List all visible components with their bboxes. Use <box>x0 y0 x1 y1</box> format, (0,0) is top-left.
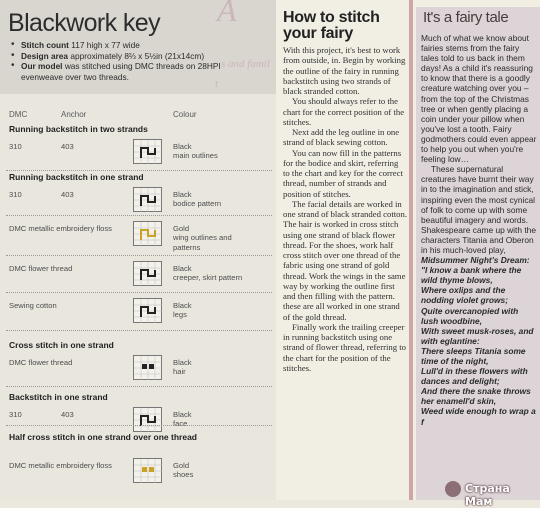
key-section-heading: Running backstitch in one strand <box>9 172 144 182</box>
sidebar-title: It's a fairy tale <box>423 9 509 26</box>
column-header-colour: Colour <box>173 110 197 119</box>
key-row <box>9 298 274 328</box>
article-paragraph: You can now fill in the patterns for the bodice and skirt, referring to the chart and key for the correct thread, number of strands and position of stitches. <box>283 147 403 199</box>
dmc-thread: 310 <box>9 190 22 199</box>
dmc-thread: DMC flower thread <box>9 264 73 273</box>
article-body <box>283 45 407 373</box>
key-row <box>9 221 274 251</box>
background-text: s and famil <box>221 58 270 70</box>
anchor-number: 403 <box>61 190 74 199</box>
dmc-thread: 310 <box>9 410 22 419</box>
row-divider <box>6 215 272 216</box>
sidebar-paragraph: Much of what we know about fairies stems from the fairy tales told to us back in them days! As a child it's reassuring to know that there is a goodly creature watching over you – from the top of the Christmas tree or when gently placing a coin under your pillow when you've lost a tooth. Fairy godmothers could even appear to help you out when you're feeling low… <box>421 33 537 165</box>
article-column <box>276 0 409 500</box>
colour-description: Gold wing outlines and patterns <box>173 224 232 252</box>
black-backstitch-swatch <box>133 298 162 323</box>
gold-half-cross-swatch <box>133 458 162 483</box>
black-backstitch-swatch <box>133 407 162 432</box>
key-row <box>9 139 274 169</box>
row-divider <box>6 292 272 293</box>
dmc-thread: DMC flower thread <box>9 358 73 367</box>
black-backstitch-swatch <box>133 261 162 286</box>
article-paragraph: Next add the leg outline in one strand of black sewing cotton. <box>283 127 400 148</box>
key-row <box>9 261 274 291</box>
watermark-text: Страна Мам <box>465 482 510 508</box>
background-letter: A <box>217 0 237 28</box>
sidebar-body <box>421 33 537 427</box>
row-divider <box>6 330 272 331</box>
anchor-number: 403 <box>61 142 74 151</box>
design-area: • Design area approximately 8⅔ x 5½in (21x14cm) <box>10 51 250 62</box>
sidebar-paragraph: These supernatural creatures have burnt their way in to the imagination and stick, inspiring even the most cynical of folk to come up with some beautiful imagery and words. Shakespeare came up with the characters Titania and Oberon in his much-loved play, <box>421 164 536 255</box>
fairy-tale-sidebar <box>409 0 540 500</box>
dmc-thread: DMC metallic embroidery floss <box>9 224 112 233</box>
shakespeare-quote: Midsummer Night's Dream: "I know a bank where the wild thyme blows, Where oxlips and the nodding violet grows; Quite overcanopied with lush woodbine, With sweet musk-roses, and with eglantine: There sleeps Titania some time of the night, Lull'd in these flowers with dances and delight; And there the snake throws her enamell'd skin, Weed wide enough to wrap a f <box>421 255 536 427</box>
key-row <box>9 355 274 385</box>
colour-description: Black main outlines <box>173 142 218 161</box>
article-paragraph: The facial details are worked in one strand of black stranded cotton. The hair is worked in cross stitch using one strand of black flower thread. For the shoes, work half cross stitch over one thread of the fabric using one strand of gold thread. Work the wings in the same way by working the outline first and then filling with the pattern. these are all worked in one strand of the gold thread. <box>283 198 408 322</box>
row-divider <box>6 386 272 387</box>
row-divider <box>6 425 272 426</box>
key-details-list <box>10 40 250 82</box>
model-note: • Our model was stitched using DMC threads on 28HPI evenweave over two threads. <box>10 61 250 82</box>
site-watermark <box>445 478 540 508</box>
gold-backstitch-swatch <box>133 221 162 246</box>
black-backstitch-swatch <box>133 187 162 212</box>
article-paragraph: You should always refer to the chart for the correct position of the stitches. <box>283 96 405 127</box>
column-header-dmc: DMC <box>9 110 28 119</box>
stitch-count: • Stitch count 117 high x 77 wide <box>10 40 250 51</box>
key-section-heading: Running backstitch in two strands <box>9 124 148 134</box>
colour-description: Gold shoes <box>173 461 194 480</box>
colour-description: Black creeper, skirt pattern <box>173 264 243 283</box>
article-paragraph: With this project, it's best to work from outside, in. Begin by working the outline of the fairy in running backstitch using two strands of black stranded cotton. <box>283 45 406 96</box>
key-section-heading: Cross stitch in one strand <box>9 340 114 350</box>
key-row <box>9 187 274 217</box>
column-header-anchor: Anchor <box>61 110 87 119</box>
black-cross-stitch-swatch <box>133 355 162 380</box>
dmc-thread: Sewing cotton <box>9 301 57 310</box>
key-title: Blackwork key <box>8 9 160 37</box>
row-divider <box>6 170 272 171</box>
key-row <box>9 458 274 488</box>
colour-description: Black legs <box>173 301 192 320</box>
dmc-thread: 310 <box>9 142 22 151</box>
black-backstitch-swatch <box>133 139 162 164</box>
article-title: How to stitch your fairy <box>283 9 380 42</box>
sidebar-stripe <box>409 0 413 500</box>
anchor-number: 403 <box>61 410 74 419</box>
key-header <box>0 0 276 94</box>
article-paragraph: Finally work the trailing creeper in running backstitch using one strand of flower thread, referring to the chart for the position of the stitches. <box>283 321 407 373</box>
watermark-logo-icon <box>445 481 461 497</box>
colour-description: Black bodice pattern <box>173 190 222 209</box>
colour-description: Black hair <box>173 358 192 377</box>
background-text: t <box>215 78 219 90</box>
row-divider <box>6 255 272 256</box>
colour-description: Black face <box>173 410 192 429</box>
dmc-thread: DMC metallic embroidery floss <box>9 461 112 470</box>
key-section-heading: Half cross stitch in one strand over one thread <box>9 432 197 442</box>
key-section-heading: Backstitch in one strand <box>9 392 108 402</box>
